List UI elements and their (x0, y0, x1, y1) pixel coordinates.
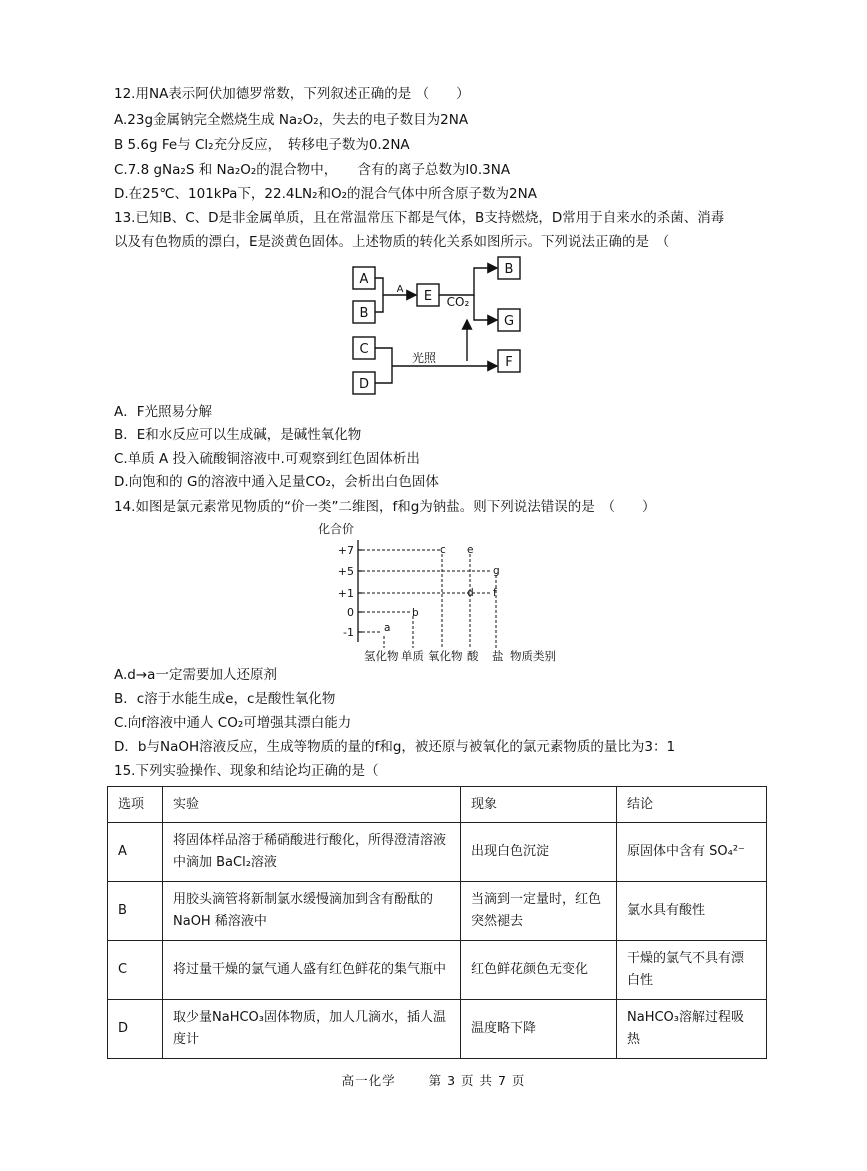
point-e: e (467, 544, 474, 556)
point-a: a (384, 622, 391, 634)
row-b-phenomenon: 当滴到一定量时，红色突然褪去 (461, 882, 617, 941)
q14-stem: 14.如图是氯元素常见物质的“价一类”二维图，f和g为钠盐。则下列说法错误的是 （ ） (114, 499, 656, 515)
point-f: f (493, 587, 497, 599)
table-row (108, 882, 767, 941)
table-row (108, 823, 767, 882)
table-header-row (108, 787, 767, 823)
q14-option-a: A.d→a一定需要加人还原剂 (114, 667, 277, 683)
point-g: g (493, 565, 500, 577)
light-label: 光照 (411, 351, 437, 365)
row-a-option: A (108, 823, 163, 882)
q12-option-c: C.7.8 gNa₂S 和 Na₂O₂的混合物中， 含有的离子总数为l0.3NA (114, 162, 511, 178)
q15-experiment-table (107, 786, 767, 1059)
row-d-experiment: 取少量NaHCO₃固体物质，加人几滴水，插人温度计 (163, 1000, 461, 1059)
x-label-oxide: 氧化物 (428, 649, 463, 663)
header-experiment: 实验 (163, 787, 461, 823)
box-d-label: D (358, 377, 370, 392)
box-g-label: G (503, 314, 515, 329)
q15-stem: 15.下列实验操作、现象和结论均正确的是（ (114, 763, 379, 779)
row-b-conclusion: 氯水具有酸性 (617, 882, 767, 941)
row-a-conclusion: 原固体中含有 SO₄²⁻ (617, 823, 767, 882)
header-phenomenon: 现象 (461, 787, 617, 823)
y-tick-0: 0 (347, 606, 354, 619)
row-c-conclusion: 干燥的氯气不具有漂白性 (617, 941, 767, 1000)
q13-option-c: C.单质 A 投入硫酸铜溶液中.可观察到红色固体析出 (114, 451, 420, 467)
row-d-conclusion: NaHCO₃溶解过程吸热 (617, 1000, 767, 1059)
table-row (108, 1000, 767, 1059)
y-tick-plus7: +7 (337, 544, 354, 557)
row-a-experiment: 将固体样品溶于稀硝酸进行酸化，所得澄清溶液中滴加 BaCl₂溶液 (163, 823, 461, 882)
q14-option-d: D．b与NaOH溶液反应，生成等物质的量的f和g，被还原与被氧化的氯元素物质的量比为3：1 (114, 739, 676, 755)
y-tick-plus5: +5 (337, 565, 354, 578)
q13-stem-line1: 13.已知B、C、D是非金属单质，且在常温常压下都是气体，B支持燃烧，D常用于自来水的杀菌、消毒 (114, 210, 725, 226)
point-d: d (467, 587, 474, 599)
footer-page-number: 第 3 页 共 7 页 (428, 1073, 526, 1088)
row-d-phenomenon: 温度略下降 (461, 1000, 617, 1059)
box-b-reactant-label: B (359, 306, 369, 321)
q13-option-a: A．F光照易分解 (114, 404, 213, 420)
row-c-experiment: 将过量干燥的氯气通人盛有红色鲜花的集气瓶中 (163, 941, 461, 1000)
x-label-acid: 酸 (467, 649, 479, 663)
point-c: c (440, 544, 446, 556)
box-b-product-label: B (504, 262, 514, 277)
box-c-label: C (359, 342, 369, 357)
q12-option-b: B 5.6g Fe与 Cl₂充分反应， 转移电子数为0.2NA (114, 137, 410, 153)
row-c-option: C (108, 941, 163, 1000)
row-b-option: B (108, 882, 163, 941)
header-option: 选项 (108, 787, 163, 823)
co2-label: CO₂ (446, 295, 470, 309)
row-b-experiment: 用胶头滴管将新制氯水缓慢滴加到含有酚酞的 NaOH 稀溶液中 (163, 882, 461, 941)
q14-option-c: C.向f溶液中通人 CO₂可增强其漂白能力 (114, 715, 352, 731)
q13-option-b: B．E和水反应可以生成碱，是碱性氧化物 (114, 427, 362, 443)
arrow-label-a: A (396, 284, 404, 295)
x-label-element: 单质 (401, 649, 424, 663)
page-footer (0, 1071, 867, 1089)
q12-option-d: D.在25℃、101kPa下，22.4LN₂和O₂的混合气体中所含原子数为2NA (114, 186, 537, 202)
x-axis-title: 物质类别 (510, 649, 556, 663)
box-f-label: F (505, 355, 513, 370)
row-c-phenomenon: 红色鲜花颜色无变化 (461, 941, 617, 1000)
box-a-label: A (359, 272, 369, 287)
x-label-salt: 盐 (492, 649, 504, 663)
row-d-option: D (108, 1000, 163, 1059)
y-axis-title: 化合价 (318, 522, 355, 536)
q13-conversion-diagram (340, 252, 540, 397)
y-tick-minus1: -1 (343, 626, 354, 639)
q14-valence-class-chart (310, 518, 570, 666)
header-conclusion: 结论 (617, 787, 767, 823)
q12-stem: 12.用NA表示阿伏加德罗常数，下列叙述正确的是 （ ） (114, 86, 470, 102)
row-a-phenomenon: 出现白色沉淀 (461, 823, 617, 882)
table-row (108, 941, 767, 1000)
q14-option-b: B．c溶于水能生成e，c是酸性氧化物 (114, 691, 336, 707)
point-b: b (412, 607, 419, 619)
q12-option-a: A.23g金属钠完全燃烧生成 Na₂O₂，失去的电子数目为2NA (114, 112, 469, 128)
box-e-label: E (423, 289, 433, 304)
y-tick-plus1: +1 (337, 587, 354, 600)
x-label-hydride: 氢化物 (364, 649, 399, 663)
q13-stem-line2: 以及有色物质的漂白，E是淡黄色固体。上述物质的转化关系如图所示。下列说法正确的是 （ (114, 234, 670, 250)
q13-option-d: D.向饱和的 G的溶液中通入足量CO₂，会析出白色固体 (114, 474, 439, 490)
footer-subject: 高一化学 (341, 1073, 396, 1088)
